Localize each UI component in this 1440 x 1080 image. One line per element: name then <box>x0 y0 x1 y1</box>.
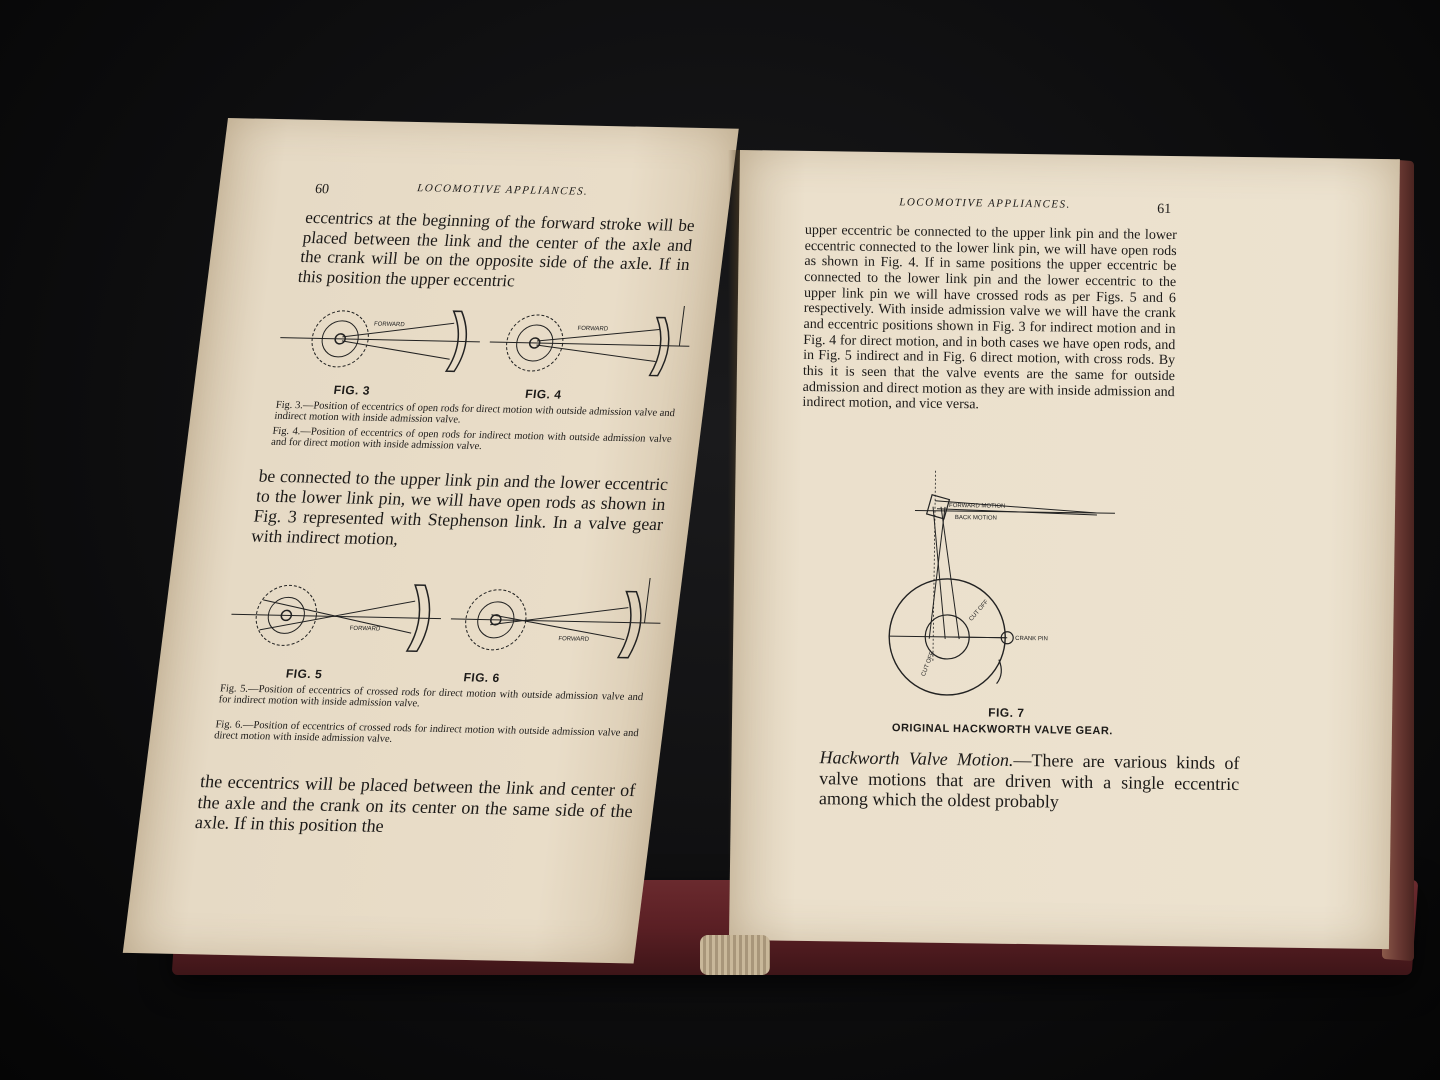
right-running-head: LOCOMOTIVE APPLIANCES. <box>899 196 1071 211</box>
right-page <box>729 150 1400 949</box>
fig3-diagram <box>275 298 485 382</box>
fig4-forward-label: FORWARD <box>577 325 609 333</box>
right-paragraph-1: upper eccentric be connected to the upper link pin and the lower eccentric connected to the lower link pin, we will have open rods as shown in Fig. 4. If in same positions the upper eccentric be connected to the lower link pin and the lower eccentric to the upper link pin we will have crossed rods as per Figs. 5 and 6 respectively. With inside admission valve we will have the crank and eccentric positions shown in Fig. 3 for indirect motion and in Fig. 4 for direct motion, and in both cases we have open rods, and in Fig. 5 indirect and in Fig. 6 direct motion, with cross rods. By this it is seen that the valve events are the same for outside admission and direct motion as they are with inside admission and indirect motion, and vice versa. <box>802 222 1177 413</box>
left-page-number: 60 <box>314 181 330 198</box>
fig4-label: FIG. 4 <box>524 386 563 402</box>
fig6-diagram <box>445 574 666 668</box>
fig5-diagram <box>226 569 447 663</box>
fig7-cutoff-a-label: CUT OFF <box>920 651 936 678</box>
book-headband <box>700 935 770 975</box>
caption-fig3: Fig. 3.—Position of eccentrics of open rods for direct motion with outside admission valve and indirect motion with inside admission valve. <box>273 399 676 426</box>
left-page <box>123 118 739 964</box>
right-page-number: 61 <box>1157 201 1172 218</box>
caption-fig6: Fig. 6.—Position of eccentrics of crossed rods for indirect motion with outside admission valve and direct motion with inside admission valve. <box>213 719 640 745</box>
fig7-label: FIG. 7 <box>988 705 1025 721</box>
fig5-forward-label: FORWARD <box>349 625 381 633</box>
fig7-forward-motion-label: FORWARD MOTION <box>949 502 1006 510</box>
fig7-back-motion-label: BACK MOTION <box>954 515 997 522</box>
fig5-label: FIG. 5 <box>285 666 324 682</box>
fig6-label: FIG. 6 <box>462 670 501 686</box>
caption-fig5: Fig. 5.—Position of eccentrics of crossed rods for direct motion with outside admission valve and for indirect motion with inside admission valve. <box>217 683 644 710</box>
fig3-label: FIG. 3 <box>332 382 371 398</box>
fig4-diagram <box>485 302 695 386</box>
fig7-title: ORIGINAL HACKWORTH VALVE GEAR. <box>891 722 1113 738</box>
left-paragraph-3: the eccentrics will be placed between the link and center of the axle and the crank on its center on the same side of the axle. If in this position the <box>193 771 637 837</box>
left-running-head: LOCOMOTIVE APPLIANCES. <box>416 182 590 198</box>
fig7-crank-pin-label: CRANK PIN <box>1015 635 1048 643</box>
section-heading-hackworth: Hackworth Valve Motion. <box>819 747 1014 770</box>
fig3-forward-label: FORWARD <box>373 321 405 329</box>
left-paragraph-1: eccentrics at the beginning of the forward stroke will be placed between the link and the center of the axle and the crank will be on the opposite side of the axle. If in this position the upper eccentric <box>296 207 696 291</box>
right-paragraph-2 <box>819 747 1240 815</box>
fig7-diagram <box>872 470 1125 703</box>
fig6-forward-label: FORWARD <box>558 636 590 643</box>
caption-fig4: Fig. 4.—Position of eccentrics of open rods for indirect motion with outside admission valve and for direct motion with inside admission valve. <box>270 425 673 453</box>
right-paragraph-2-text: —There are various kinds of valve motions that are driven with a single eccentric among which the oldest probably <box>818 749 1240 812</box>
fig7-cutoff-b-label: CUT OFF <box>968 599 990 623</box>
left-paragraph-2: be connected to the upper link pin and the lower eccentric to the lower link pin, we will have open rods as shown in Fig. 3 represented with Stephenson link. In a valve gear with indirect motion, <box>250 465 670 549</box>
